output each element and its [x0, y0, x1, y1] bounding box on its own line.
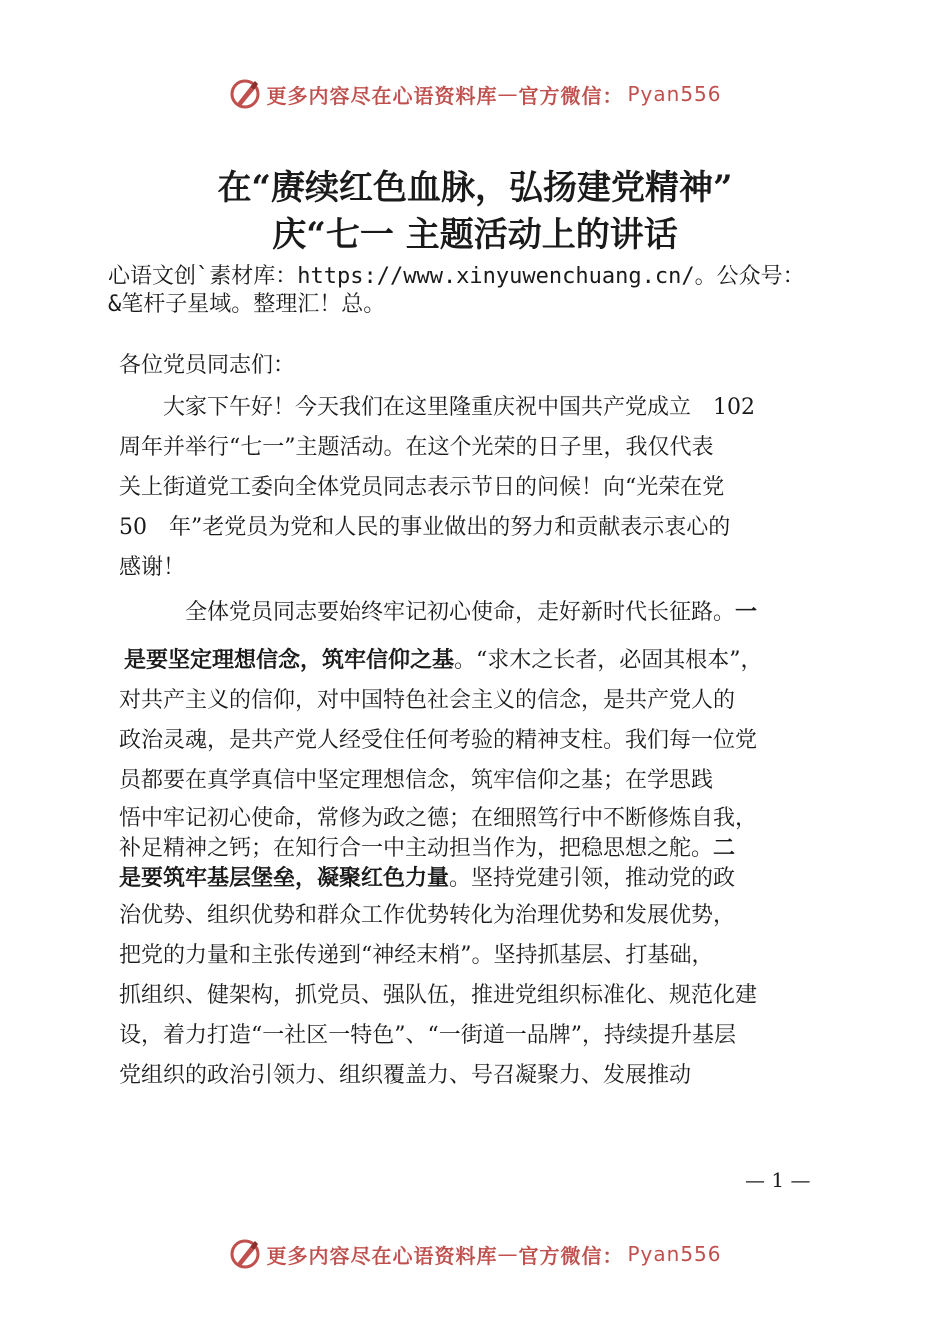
bold-heading-2: 是要筑牢基层堡垒，凝聚红色力量	[119, 866, 450, 891]
paragraph-line: 员都要在真学真信中坚定理想信念，筑牢信仰之基；在学思践	[119, 768, 714, 793]
document-title-line2: 庆“七一 主题活动上的讲话	[272, 215, 678, 255]
document-title-line1: 在“赓续红色血脉，弘扬建党精神”	[217, 168, 733, 208]
greeting: 各位党员同志们：	[119, 353, 296, 378]
paragraph-line: 周年并举行“七一”主题活动。在这个光荣的日子里，我仅代表	[119, 435, 714, 460]
paragraph-line: 悟中牢记初心使命，常修为政之德；在细照笃行中不断修炼自我，	[119, 806, 758, 831]
paragraph-line	[124, 646, 844, 676]
banner-wechat-label: 官方微信：	[518, 1243, 624, 1268]
banner-wechat-id: Pyan556	[627, 82, 722, 106]
paragraph-text: 全体党员同志要始终牢记初心使命，走好新时代长征路。	[119, 600, 736, 625]
banner-separator: —	[497, 82, 519, 106]
brush-logo-icon	[228, 1237, 262, 1271]
paragraph-line: 50 年”老党员为党和人民的事业做出的努力和贡献表示衷心的	[119, 515, 731, 540]
paragraph-line: 抓组织、健架构，抓党员、强队伍，推进党组织标准化、规范化建	[119, 983, 758, 1008]
paragraph-line: 关上街道党工委向全体党员同志表示节日的问候！向“光荣在党	[119, 475, 725, 500]
paragraph-line	[119, 864, 839, 894]
paragraph-line: 设，着力打造“一社区一特色”、“一街道一品牌”，持续提升基层	[119, 1023, 736, 1048]
paragraph-line: 对共产主义的信仰，对中国特色社会主义的信念，是共产党人的	[119, 688, 736, 713]
watermark-banner-bottom	[0, 1232, 950, 1276]
paragraph-line: 感谢！	[119, 555, 186, 580]
banner-wechat-id: Pyan556	[627, 1242, 722, 1266]
source-line-2: &笔杆子星域。整理汇！总。	[108, 292, 386, 317]
paragraph-text: 补足精神之钙；在知行合一中主动担当作为，把稳思想之舵。	[119, 836, 714, 861]
brush-logo-icon	[228, 77, 262, 111]
banner-text: 更多内容尽在心语资料库	[266, 1243, 498, 1268]
paragraph-line: 把党的力量和主张传递到“神经末梢”。坚持抓基层、打基础，	[119, 943, 714, 968]
paragraph-line	[119, 834, 839, 864]
paragraph-line	[119, 598, 839, 628]
banner-separator: —	[497, 1242, 519, 1266]
paragraph-line: 党组织的政治引领力、组织覆盖力、号召凝聚力、发展推动	[119, 1063, 692, 1088]
paragraph-line: 治优势、组织优势和群众工作优势转化为治理优势和发展优势，	[119, 903, 736, 928]
bold-heading-1: 是要坚定理想信念，筑牢信仰之基	[124, 648, 455, 673]
paragraph-line: 大家下午好！今天我们在这里隆重庆祝中国共产党成立 102	[119, 395, 755, 420]
source-line-1: 心语文创`素材库：https://www.xinyuwenchuang.cn/。公众号：	[108, 264, 805, 289]
bold-marker: 二	[713, 836, 736, 861]
watermark-banner-top	[0, 72, 950, 116]
paragraph-line: 政治灵魂，是共产党人经受住任何考验的精神支柱。我们每一位党	[119, 728, 758, 753]
banner-wechat-label: 官方微信：	[518, 83, 624, 108]
page-number: — 1 —	[745, 1168, 811, 1192]
paragraph-text: 。坚持党建引领，推动党的政	[449, 866, 736, 891]
bold-marker: 一	[735, 600, 758, 625]
banner-text: 更多内容尽在心语资料库	[266, 83, 498, 108]
paragraph-text: 。“求木之长者，必固其根本”，	[454, 648, 763, 673]
